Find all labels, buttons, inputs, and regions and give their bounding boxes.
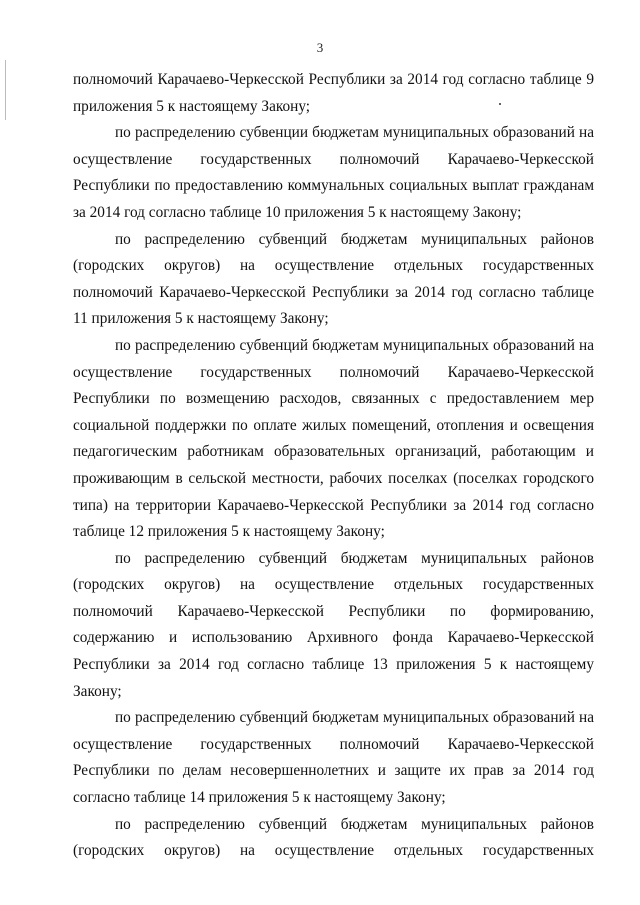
paragraph: по распределению субвенций бюджетам муниципальных районов (городских округов) на осуществление отдельных государственных полномочий Карачаево-Черкесской Республики по формированию, содержанию и использованию Архивного фонда Карачаево-Черкесской Республики за 2014 год согласно таблице 13 приложения 5 к настоящему Закону; [73, 549, 594, 700]
paragraph: по распределению субвенций бюджетам муниципальных районов (городских округов) на осуществление отдельных государственных [73, 815, 594, 860]
document-body [73, 67, 594, 865]
page-number: 3 [316, 40, 324, 55]
paragraph: по распределению субвенций бюджетам муниципальных образований на осуществление государственных полномочий Карачаево-Черкесской Республики по возмещению расходов, связанных с предоставлением мер социальной поддержки по оплате жилых помещений, отопления и освещения педагогическим работникам образовательных организаций, работающим и проживающим в сельской местности, рабочих поселках (поселках городского типа) на территории Карачаево-Черкесской Республики за 2014 год согласно таблице 12 приложения 5 к настоящему Закону; [73, 336, 594, 541]
scan-edge-mark [5, 60, 6, 120]
paragraph: по распределению субвенции бюджетам муниципальных образований на осуществление государственных полномочий Карачаево-Черкесской Республики по предоставлению коммунальных социальных выплат гражданам за 2014 год согласно таблице 10 приложения 5 к настоящему Закону; [73, 124, 594, 221]
paragraph: полномочий Карачаево-Черкесской Республики за 2014 год согласно таблице 9 приложения 5 к настоящему Закону; [73, 71, 594, 115]
paragraph: по распределению субвенций бюджетам муниципальных образований на осуществление государственных полномочий Карачаево-Черкесской Республики по делам несовершеннолетних и защите их прав за 2014 год согласно таблице 14 приложения 5 к настоящему Закону; [73, 709, 594, 807]
paragraph: по распределению субвенций бюджетам муниципальных районов (городских округов) на осуществление отдельных государственных полномочий Карачаево-Черкесской Республики за 2014 год согласно таблице 11 приложения 5 к настоящему Закону; [73, 230, 594, 328]
